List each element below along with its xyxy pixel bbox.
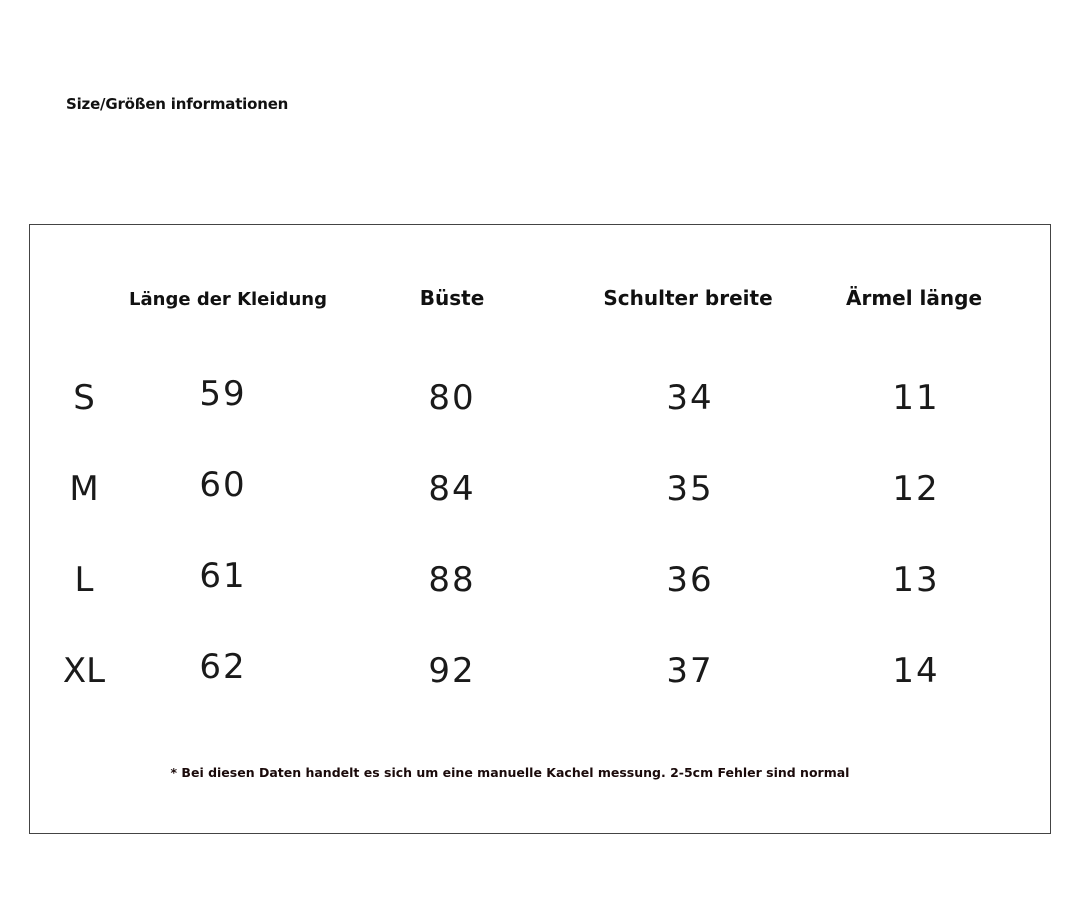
cell-s-bust: 80 (428, 378, 476, 418)
cell-s-sleeve: 11 (892, 378, 940, 418)
cell-l-bust: 88 (428, 560, 476, 600)
cell-l-length: 61 (199, 556, 247, 596)
cell-xl-bust: 92 (428, 651, 476, 691)
cell-l-shoulder: 36 (666, 560, 714, 600)
cell-s-shoulder: 34 (666, 378, 714, 418)
cell-xl-sleeve: 14 (892, 651, 940, 691)
cell-m-shoulder: 35 (666, 469, 714, 509)
column-header-bust: Büste (419, 286, 485, 310)
page-title: Size/Größen informationen (66, 95, 289, 113)
cell-m-length: 60 (199, 465, 247, 505)
cell-l-sleeve: 13 (892, 560, 940, 600)
row-label-l: L (74, 560, 94, 600)
cell-xl-shoulder: 37 (666, 651, 714, 691)
row-label-s: S (73, 378, 95, 418)
cell-m-bust: 84 (428, 469, 476, 509)
cell-s-length: 59 (199, 374, 247, 414)
column-header-sleeve: Ärmel länge (845, 286, 983, 310)
cell-xl-length: 62 (199, 647, 247, 687)
measurement-note: * Bei diesen Daten handelt es sich um eine manuelle Kachel messung. 2-5cm Fehler sind normal (170, 765, 850, 780)
column-header-shoulder: Schulter breite (603, 286, 773, 310)
row-label-m: M (69, 469, 99, 509)
cell-m-sleeve: 12 (892, 469, 940, 509)
column-header-length: Länge der Kleidung (129, 289, 327, 310)
size-table-frame (29, 224, 1051, 834)
row-label-xl: XL (62, 651, 106, 691)
